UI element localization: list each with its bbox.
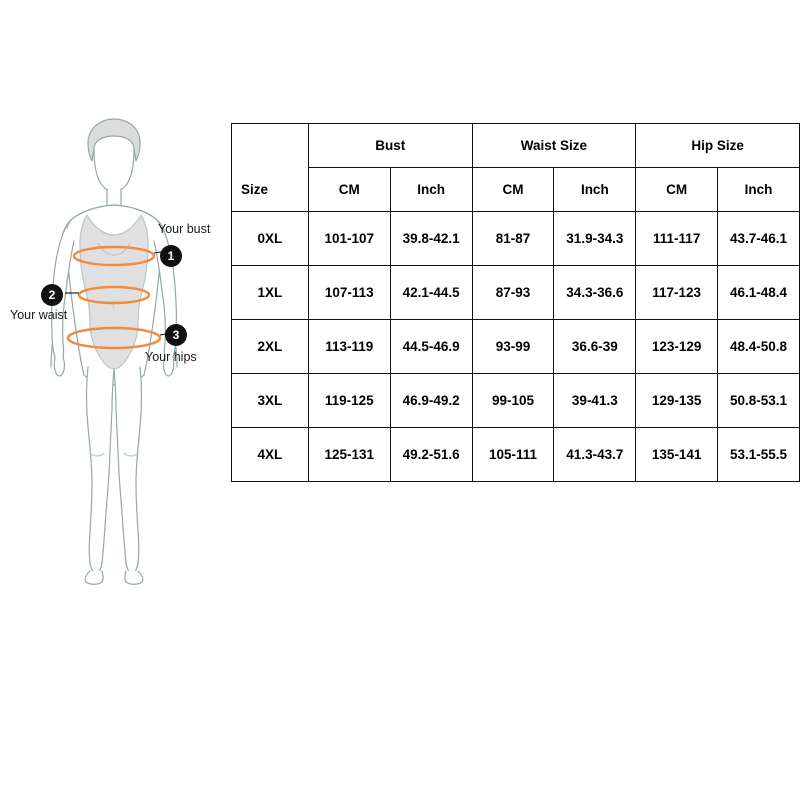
header-hip: Hip Size [636,124,800,168]
header-bust: Bust [308,124,472,168]
header-bust-inch: Inch [390,168,472,212]
cell-hip-cm: 123-129 [636,320,718,374]
header-size: Size [232,124,309,212]
cell-waist-inch: 36.6-39 [554,320,636,374]
cell-size: 1XL [232,266,309,320]
table-row [232,212,800,266]
table-unit-header-row [232,168,800,212]
table-header [232,124,800,212]
cell-bust-inch: 49.2-51.6 [390,428,472,482]
header-hip-inch: Inch [718,168,800,212]
cell-waist-inch: 34.3-36.6 [554,266,636,320]
callout-badge-hips: 3 [165,324,187,346]
table-row [232,428,800,482]
cell-hip-cm: 129-135 [636,374,718,428]
table-row [232,266,800,320]
cell-hip-inch: 48.4-50.8 [718,320,800,374]
table-body [232,212,800,482]
cell-waist-cm: 93-99 [472,320,554,374]
cell-hip-inch: 43.7-46.1 [718,212,800,266]
callout-badge-bust: 1 [160,245,182,267]
cell-waist-inch: 41.3-43.7 [554,428,636,482]
cell-bust-inch: 44.5-46.9 [390,320,472,374]
callout-label-waist: Your waist [10,308,68,322]
measurement-diagram [10,105,230,625]
cell-bust-cm: 125-131 [308,428,390,482]
size-chart-table [231,123,800,482]
cell-size: 0XL [232,212,309,266]
header-waist-inch: Inch [554,168,636,212]
cell-waist-cm: 81-87 [472,212,554,266]
cell-bust-inch: 42.1-44.5 [390,266,472,320]
cell-waist-cm: 87-93 [472,266,554,320]
cell-waist-inch: 31.9-34.3 [554,212,636,266]
cell-hip-cm: 117-123 [636,266,718,320]
header-waist: Waist Size [472,124,636,168]
callout-label-bust: Your bust [158,222,211,236]
cell-bust-cm: 119-125 [308,374,390,428]
header-bust-cm: CM [308,168,390,212]
cell-hip-inch: 53.1-55.5 [718,428,800,482]
callout-label-hips: Your hips [145,350,197,364]
cell-bust-cm: 107-113 [308,266,390,320]
table-row [232,320,800,374]
cell-hip-inch: 50.8-53.1 [718,374,800,428]
header-waist-cm: CM [472,168,554,212]
cell-size: 2XL [232,320,309,374]
table-group-header-row [232,124,800,168]
female-body-illustration [10,105,230,625]
cell-waist-inch: 39-41.3 [554,374,636,428]
cell-size: 4XL [232,428,309,482]
cell-bust-cm: 101-107 [308,212,390,266]
cell-hip-cm: 111-117 [636,212,718,266]
cell-waist-cm: 99-105 [472,374,554,428]
cell-bust-inch: 46.9-49.2 [390,374,472,428]
cell-hip-inch: 46.1-48.4 [718,266,800,320]
cell-bust-inch: 39.8-42.1 [390,212,472,266]
table-row [232,374,800,428]
cell-hip-cm: 135-141 [636,428,718,482]
cell-bust-cm: 113-119 [308,320,390,374]
callout-badge-waist: 2 [41,284,63,306]
cell-waist-cm: 105-111 [472,428,554,482]
cell-size: 3XL [232,374,309,428]
header-hip-cm: CM [636,168,718,212]
